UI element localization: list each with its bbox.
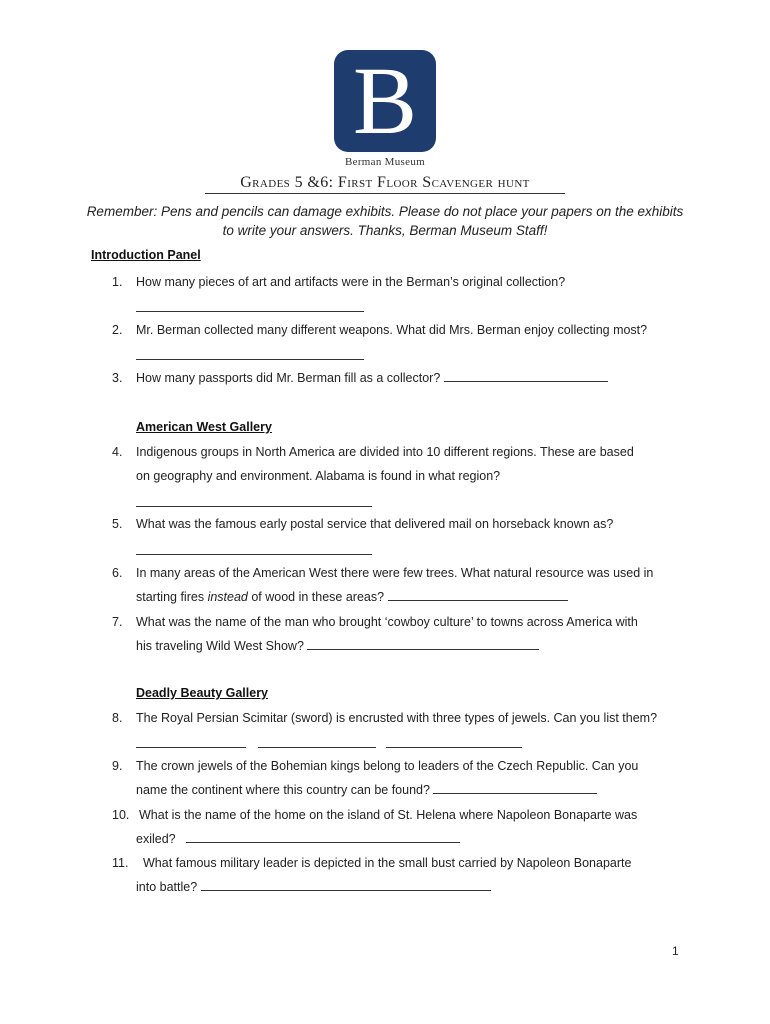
page-number: 1: [672, 944, 679, 958]
answer-line-5[interactable]: [136, 540, 372, 555]
emphasis-text: instead: [207, 590, 248, 604]
reminder-note: Remember: Pens and pencils can damage exhibits. Please do not place your papers on the exhibits to write your answers. Thanks, Berman Museum Staff!: [86, 204, 684, 238]
question-text: [136, 827, 460, 851]
question-text: Mr. Berman collected many different weapons. What did Mrs. Berman enjoy collecting most?: [136, 323, 648, 337]
question-text: [136, 778, 597, 802]
question-text: Indigenous groups in North America are divided into 10 different regions. These are based: [136, 445, 634, 459]
section-introduction-panel: Introduction Panel: [91, 248, 201, 262]
answer-line-8a[interactable]: [136, 733, 246, 748]
answer-line-8c[interactable]: [386, 733, 522, 748]
answer-line-9[interactable]: [433, 779, 597, 794]
question-text: The Royal Persian Scimitar (sword) is encrusted with three types of jewels. Can you list them?: [136, 711, 658, 725]
page-title: Grades 5 &6: First Floor Scavenger hunt: [0, 174, 770, 192]
question-text: What was the famous early postal service that delivered mail on horseback known as?: [136, 517, 614, 531]
question-text: [136, 634, 539, 658]
answer-line-6[interactable]: [388, 586, 568, 601]
berman-logo: [334, 47, 436, 154]
section-american-west-gallery: American West Gallery: [136, 420, 272, 434]
section-deadly-beauty-gallery: Deadly Beauty Gallery: [136, 686, 269, 700]
question-text-part: starting fires: [136, 590, 208, 604]
question-text: What was the name of the man who brought ‘cowboy culture’ to towns across America with: [136, 615, 638, 629]
question-text-part: into battle?: [136, 880, 198, 894]
answer-line-3[interactable]: [444, 367, 608, 382]
answer-line-2[interactable]: [136, 345, 364, 360]
question-text-part: his traveling Wild West Show?: [136, 639, 304, 653]
question-text: [136, 875, 491, 899]
question-text: [136, 366, 608, 390]
question-text: [136, 585, 568, 609]
question-text: In many areas of the American West there were few trees. What natural resource was used in: [136, 566, 654, 580]
question-number: 1.: [112, 275, 123, 289]
question-number: 5.: [112, 517, 123, 531]
question-number: 7.: [112, 615, 123, 629]
question-text-part: of wood in these areas?: [247, 590, 385, 604]
question-number: 8.: [112, 711, 123, 725]
logo-letter: B: [352, 47, 418, 154]
question-text: The crown jewels of the Bohemian kings belong to leaders of the Czech Republic. Can you: [136, 759, 639, 773]
question-text: How many pieces of art and artifacts were in the Berman’s original collection?: [136, 275, 566, 289]
question-number: 6.: [112, 566, 123, 580]
question-text-line: How many passports did Mr. Berman fill as a collector?: [136, 371, 441, 385]
question-text-part: exiled?: [136, 832, 176, 846]
answer-line-11[interactable]: [201, 876, 491, 891]
answer-line-10[interactable]: [186, 828, 460, 843]
question-number: 3.: [112, 371, 123, 385]
answer-line-8b[interactable]: [258, 733, 376, 748]
question-text: What is the name of the home on the island of St. Helena where Napoleon Bonaparte was: [139, 808, 638, 822]
question-text-part: name the continent where this country can be found?: [136, 783, 430, 797]
logo-name: Berman Museum: [345, 156, 425, 168]
question-text: What famous military leader is depicted in the small bust carried by Napoleon Bonaparte: [143, 856, 632, 870]
question-number: 9.: [112, 759, 123, 773]
question-number: 10.: [112, 808, 130, 822]
answer-line-1[interactable]: [136, 297, 364, 312]
answer-line-4[interactable]: [136, 492, 372, 507]
question-number: 4.: [112, 445, 123, 459]
answer-line-7[interactable]: [307, 635, 539, 650]
question-number: 11.: [112, 856, 129, 870]
question-text: on geography and environment. Alabama is found in what region?: [136, 469, 501, 483]
question-number: 2.: [112, 323, 123, 337]
